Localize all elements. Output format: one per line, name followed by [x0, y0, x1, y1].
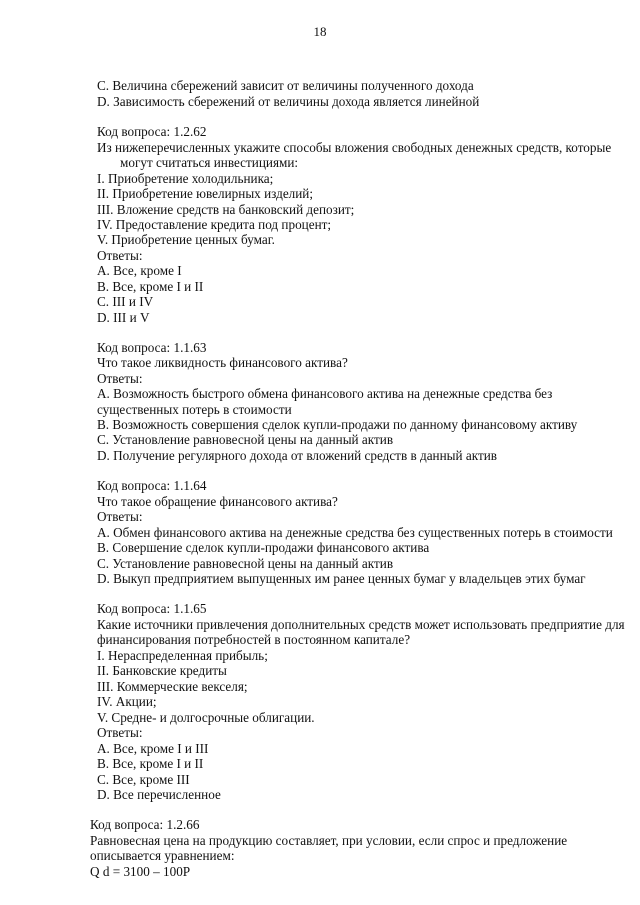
list-item: IV. Акции;	[97, 694, 157, 709]
list-item: IV. Предоставление кредита под процент;	[97, 217, 332, 232]
answer-option: C. Установление равновесной цены на данный актив	[97, 432, 394, 447]
question-code: Код вопроса: 1.2.66	[90, 817, 200, 832]
question-text: описывается уравнением:	[90, 848, 235, 863]
question-text: могут считаться инвестициями:	[120, 155, 299, 170]
answer-option: A. Возможность быстрого обмена финансового актива на денежные средства без	[97, 386, 553, 401]
answer-option: D. Все перечисленное	[97, 787, 221, 802]
list-item: V. Приобретение ценных бумаг.	[97, 232, 275, 247]
answer-option: C. Все, кроме III	[97, 772, 190, 787]
answers-label: Ответы:	[97, 248, 143, 263]
list-item: V. Средне- и долгосрочные облигации.	[97, 710, 315, 725]
question-code: Код вопроса: 1.2.62	[97, 124, 207, 139]
answer-option: D. Получение регулярного дохода от вложений средств в данный актив	[97, 448, 498, 463]
answer-option: C. Установление равновесной цены на данный актив	[97, 556, 394, 571]
answer-option: D. III и V	[97, 310, 150, 325]
answer-option: существенных потерь в стоимости	[97, 402, 292, 417]
answers-label: Ответы:	[97, 509, 143, 524]
list-item: I. Приобретение холодильника;	[97, 171, 274, 186]
page-number: 18	[313, 24, 327, 39]
list-item: II. Приобретение ювелирных изделий;	[97, 186, 314, 201]
answer-c: C. Величина сбережений зависит от величины полученного дохода	[97, 78, 474, 93]
answer-option: B. Все, кроме I и II	[97, 756, 204, 771]
answers-label: Ответы:	[97, 371, 143, 386]
answer-option: A. Обмен финансового актива на денежные средства без существенных потерь в стоимости	[97, 525, 613, 540]
answer-option: B. Возможность совершения сделок купли-продажи по данному финансовому активу	[97, 417, 578, 432]
answer-option: D. Выкуп предприятием выпущенных им ранее ценных бумаг у владельцев этих бумаг	[97, 571, 586, 586]
list-item: II. Банковские кредиты	[97, 663, 227, 678]
question-text: Что такое обращение финансового актива?	[97, 494, 338, 509]
question-text: Равновесная цена на продукцию составляет, при условии, если спрос и предложение	[90, 833, 568, 848]
question-code: Код вопроса: 1.1.64	[97, 478, 207, 493]
answer-option: A. Все, кроме I и III	[97, 741, 209, 756]
answer-option: B. Совершение сделок купли-продажи финансового актива	[97, 540, 430, 555]
answer-option: C. III и IV	[97, 294, 154, 309]
answer-d: D. Зависимость сбережений от величины дохода является линейной	[97, 94, 480, 109]
list-item: III. Вложение средств на банковский депозит;	[97, 202, 355, 217]
question-code: Код вопроса: 1.1.65	[97, 601, 207, 616]
question-text: Из нижеперечисленных укажите способы вложения свободных денежных средств, которые	[97, 140, 612, 155]
list-item: III. Коммерческие векселя;	[97, 679, 248, 694]
list-item: I. Нераспределенная прибыль;	[97, 648, 268, 663]
question-text: Что такое ликвидность финансового актива?	[97, 355, 348, 370]
answer-option: B. Все, кроме I и II	[97, 279, 204, 294]
equation: Q d = 3100 – 100P	[90, 864, 191, 879]
question-code: Код вопроса: 1.1.63	[97, 340, 207, 355]
answers-label: Ответы:	[97, 725, 143, 740]
question-text: финансирования потребностей в постоянном капитале?	[97, 632, 411, 647]
question-text: Какие источники привлечения дополнительных средств может использовать предприятие для	[97, 617, 625, 632]
answer-option: A. Все, кроме I	[97, 263, 182, 278]
